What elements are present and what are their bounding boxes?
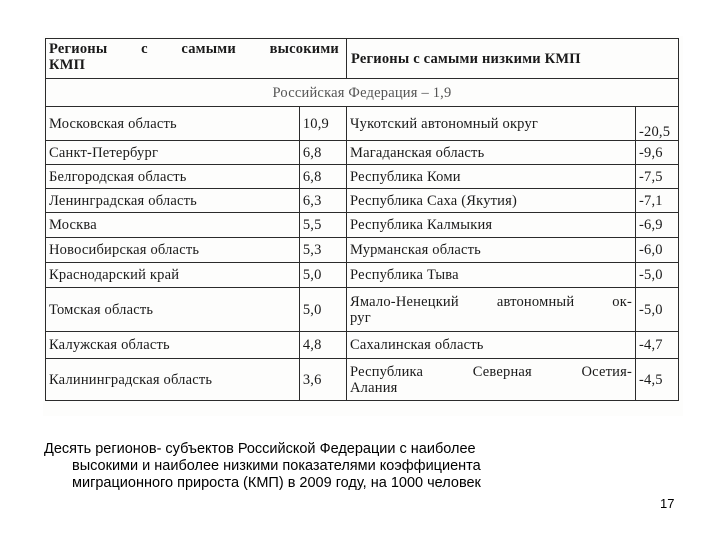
high-region: Томская область xyxy=(46,288,300,332)
high-region: Калининградская область xyxy=(46,359,300,401)
federation-value: Российская Федерация – 1,9 xyxy=(46,79,679,107)
low-region: Республика Коми xyxy=(347,165,636,189)
high-value: 5,5 xyxy=(299,213,346,238)
low-value: -5,0 xyxy=(636,263,679,288)
low-region: Мурманская область xyxy=(347,238,636,263)
low-region-word: Республика xyxy=(350,363,424,380)
header-left-word: самыми xyxy=(181,41,236,57)
header-left-line2: КМП xyxy=(49,57,86,73)
high-value: 5,0 xyxy=(299,288,346,332)
table-row xyxy=(46,288,679,332)
high-region: Краснодарский край xyxy=(46,263,300,288)
low-value: -6,9 xyxy=(636,213,679,238)
high-value: 5,3 xyxy=(299,238,346,263)
header-left-word: с xyxy=(141,41,148,57)
low-value: -4,5 xyxy=(636,359,679,401)
low-value: -4,7 xyxy=(636,332,679,359)
slide-caption xyxy=(44,441,644,492)
high-value: 3,6 xyxy=(299,359,346,401)
low-region-word: Северная xyxy=(472,363,532,380)
high-region: Новосибирская область xyxy=(46,238,300,263)
high-value: 6,3 xyxy=(299,189,346,213)
caption-line-1: Десять регионов- субъектов Российской Федерации с наиболее xyxy=(44,441,476,457)
high-value: 6,8 xyxy=(299,165,346,189)
low-region: Республика Саха (Якутия) xyxy=(347,189,636,213)
low-region-word: автономный xyxy=(496,293,575,310)
caption-line-3: миграционного прироста (КМП) в 2009 году, на 1000 человек xyxy=(72,475,481,491)
low-value: -5,0 xyxy=(636,288,679,332)
low-region-multiline xyxy=(347,359,636,401)
header-low-kmp: Регионы с самыми низкими КМП xyxy=(347,39,679,79)
high-region: Ленинградская область xyxy=(46,189,300,213)
page-number: 17 xyxy=(660,496,675,511)
high-value: 5,0 xyxy=(299,263,346,288)
high-region: Белгородская область xyxy=(46,165,300,189)
low-region: Чукотский автономный округ xyxy=(347,107,636,141)
low-value: -9,6 xyxy=(636,141,679,165)
high-region: Москва xyxy=(46,213,300,238)
caption-line-2: высокими и наиболее низкими показателями коэффициента xyxy=(72,458,481,474)
high-region: Санкт-Петербург xyxy=(46,141,300,165)
table-row xyxy=(46,263,679,288)
low-value: -6,0 xyxy=(636,238,679,263)
federation-row xyxy=(46,79,679,107)
kmp-table xyxy=(45,38,679,401)
table-header-row xyxy=(46,39,679,79)
low-value: -7,1 xyxy=(636,189,679,213)
header-left-word: Регионы xyxy=(49,41,108,57)
high-region: Московская область xyxy=(46,107,300,141)
high-value: 4,8 xyxy=(299,332,346,359)
low-region: Магаданская область xyxy=(347,141,636,165)
table-row xyxy=(46,141,679,165)
low-region: Сахалинская область xyxy=(347,332,636,359)
low-region-word: ок- xyxy=(612,293,632,310)
low-region-word: Ямало-Ненецкий xyxy=(350,293,459,310)
table-row xyxy=(46,359,679,401)
header-left-word: высокими xyxy=(269,41,339,57)
table-row xyxy=(46,213,679,238)
table-row xyxy=(46,189,679,213)
low-region-multiline xyxy=(347,288,636,332)
low-region: Республика Тыва xyxy=(347,263,636,288)
table-row xyxy=(46,332,679,359)
low-region-line2: Алания xyxy=(350,379,398,396)
low-region-line2: руг xyxy=(350,309,371,326)
high-value: 6,8 xyxy=(299,141,346,165)
table-row xyxy=(46,107,679,141)
low-region: Республика Калмыкия xyxy=(347,213,636,238)
header-high-kmp xyxy=(46,39,347,79)
table-row xyxy=(46,165,679,189)
high-region: Калужская область xyxy=(46,332,300,359)
low-value: -20,5 xyxy=(636,107,679,141)
table-row xyxy=(46,238,679,263)
low-region-word: Осетия- xyxy=(581,363,632,380)
low-value: -7,5 xyxy=(636,165,679,189)
high-value: 10,9 xyxy=(299,107,346,141)
